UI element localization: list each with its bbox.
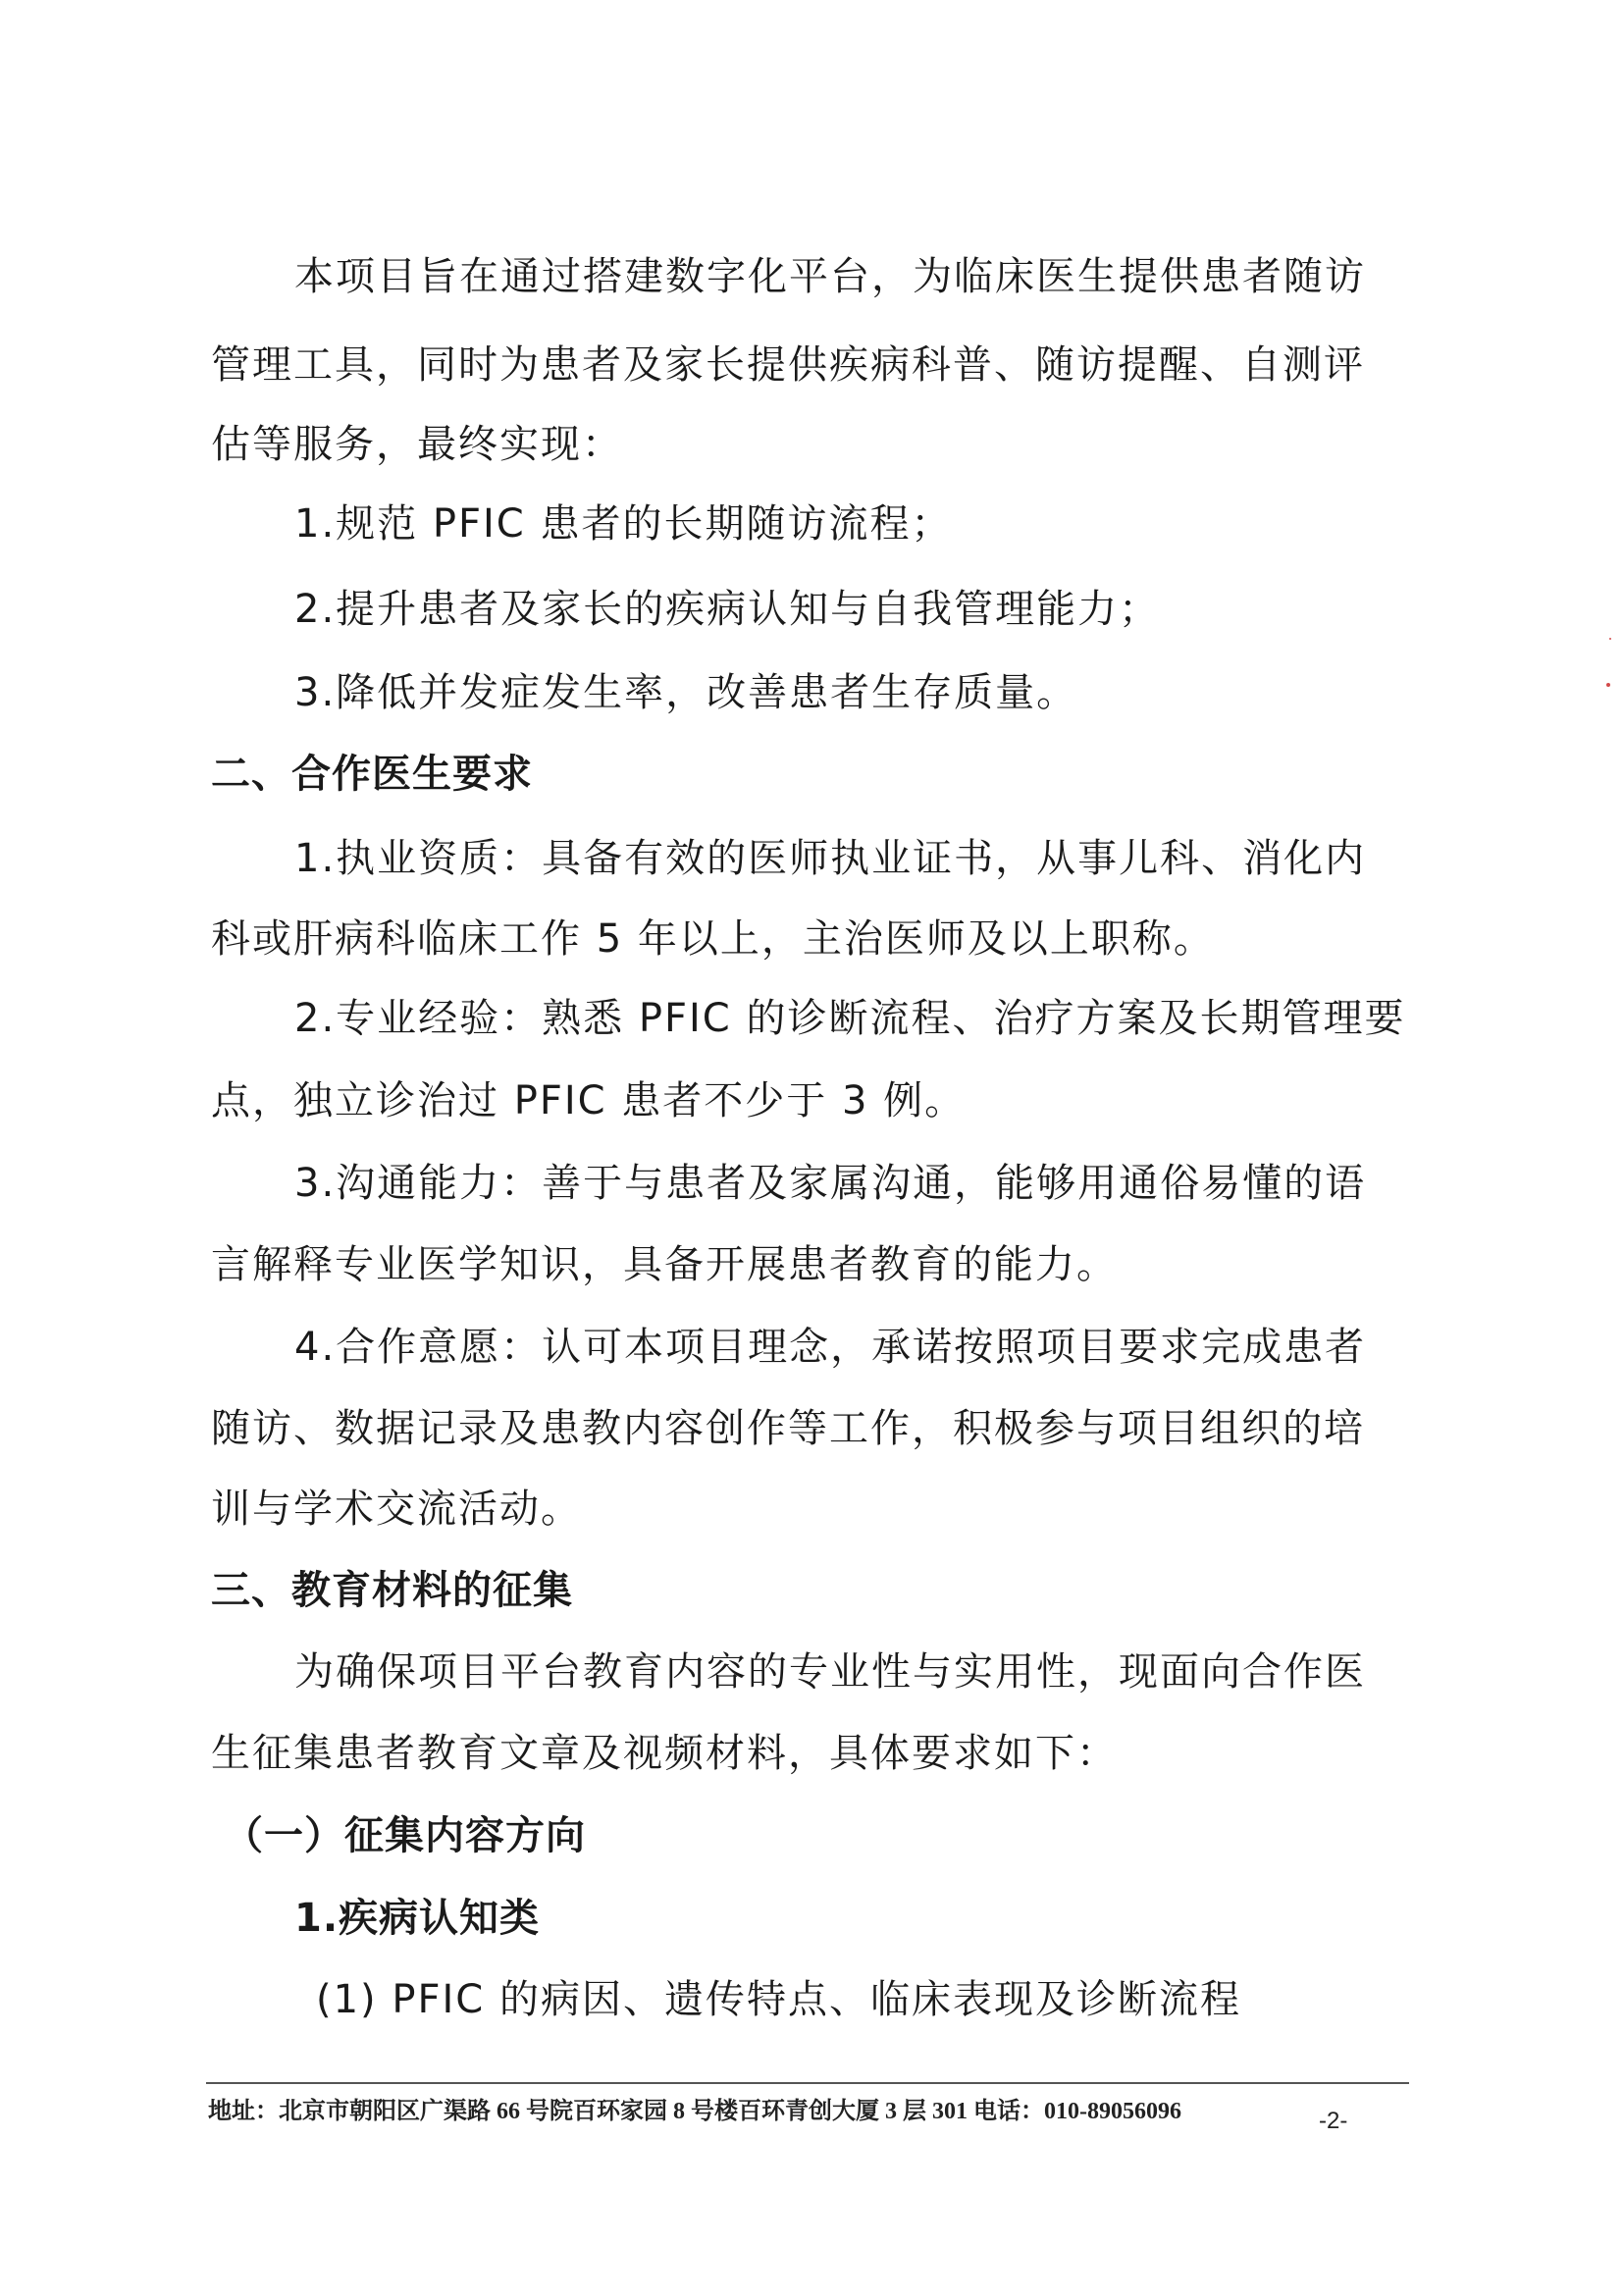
collection-paragraph-line-2: 生征集患者教育文章及视频材料，具体要求如下： <box>211 1731 1118 1776</box>
section-heading-doctor-requirements: 二、合作医生要求 <box>211 752 533 797</box>
section-heading-material-collection: 三、教育材料的征集 <box>211 1568 573 1613</box>
scan-speck <box>1606 683 1610 687</box>
requirement-4-line-1: 4.合作意愿：认可本项目理念，承诺按照项目要求完成患者 <box>294 1325 1367 1370</box>
requirement-3-line-1: 3.沟通能力：善于与患者及家属沟通，能够用通俗易懂的语 <box>294 1161 1367 1206</box>
subsection-heading-content-direction: （一）征集内容方向 <box>224 1813 586 1858</box>
paragraph-intro-line-2: 管理工具，同时为患者及家长提供疾病科普、随访提醒、自测评 <box>211 342 1365 388</box>
requirement-4-line-2: 随访、数据记录及患教内容创作等工作，积极参与项目组织的培 <box>211 1406 1365 1451</box>
paragraph-intro-line-3: 估等服务，最终实现： <box>211 422 623 467</box>
scan-speck <box>1609 638 1611 640</box>
footer-address: 地址：北京市朝阳区广渠路 66 号院百环家园 8 号楼百环青创大厦 3 层 301 电话：010-89056096 <box>208 2099 1181 2124</box>
requirement-4-line-3: 训与学术交流活动。 <box>211 1487 582 1532</box>
paragraph-intro-line-1: 本项目旨在通过搭建数字化平台，为临床医生提供患者随访 <box>294 254 1366 299</box>
footer-divider <box>206 2082 1409 2084</box>
requirement-2-line-1: 2.专业经验：熟悉 PFIC 的诊断流程、治疗方案及长期管理要 <box>294 996 1406 1041</box>
collection-paragraph-line-1: 为确保项目平台教育内容的专业性与实用性，现面向合作医 <box>294 1649 1366 1695</box>
requirement-1-line-2: 科或肝病科临床工作 5 年以上，主治医师及以上职称。 <box>211 916 1215 962</box>
goal-item-1: 1.规范 PFIC 患者的长期随访流程； <box>294 501 953 547</box>
goal-item-3: 3.降低并发症发生率，改善患者生存质量。 <box>294 670 1078 715</box>
goal-item-2: 2.提升患者及家长的疾病认知与自我管理能力； <box>294 587 1161 632</box>
category-heading-disease-knowledge: 1.疾病认知类 <box>294 1896 541 1941</box>
page-number: -2- <box>1319 2108 1348 2134</box>
requirement-1-line-1: 1.执业资质：具备有效的医师执业证书，从事儿科、消化内 <box>294 836 1367 881</box>
requirement-3-line-2: 言解释专业医学知识，具备开展患者教育的能力。 <box>211 1242 1118 1287</box>
list-item-1: (1) PFIC 的病因、遗传特点、临床表现及诊断流程 <box>316 1977 1241 2022</box>
requirement-2-line-2: 点，独立诊治过 PFIC 患者不少于 3 例。 <box>211 1078 967 1123</box>
